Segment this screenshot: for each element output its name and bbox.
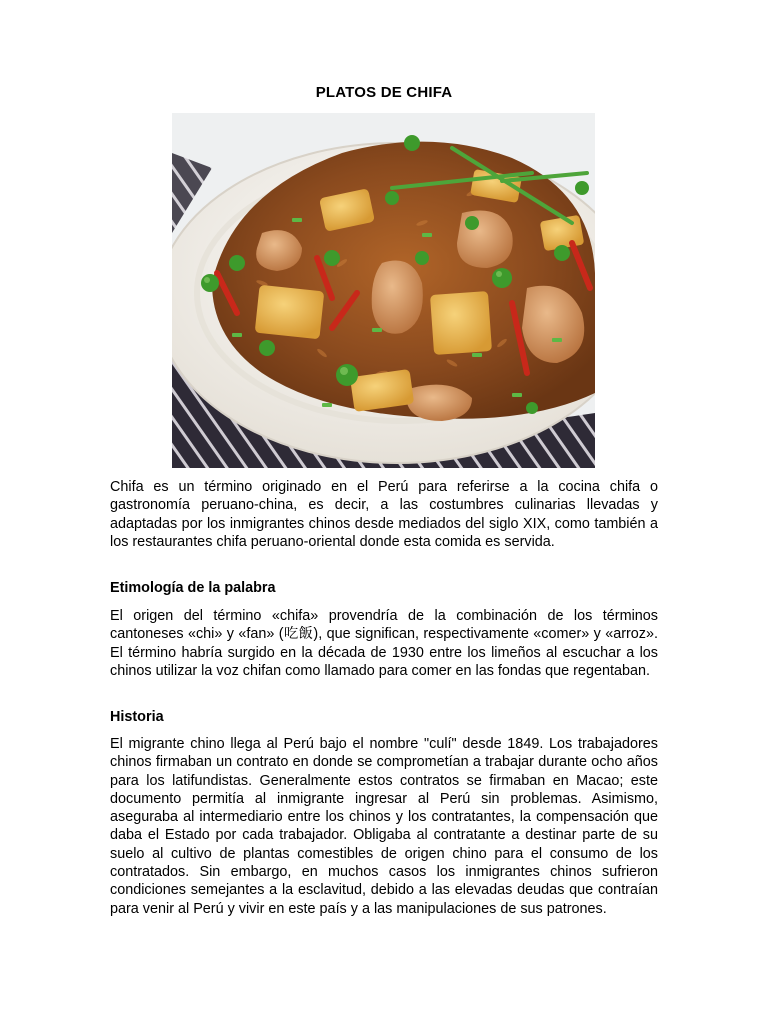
section-heading-etimologia: Etimología de la palabra (110, 580, 276, 596)
fried-rice-plate-icon (172, 113, 595, 468)
section-text-historia: El migrante chino llega al Perú bajo el nombre "culí" desde 1849. Los trabajadores chinos firmaban un contrato en donde se comprometían a trabajar durante ocho años para los latifundistas. Generalmente estos contratos se firmaban en Macao; este documento permitía al inmigrante ingresar al Perú sin problemas. Asimismo, aseguraba al intermediario entre los chinos y los contratantes, la compensación que daba el Estado por cada trabajador. Obligaba al contratante a destinar parte de su suelo al cultivo de plantas comestibles de origen chino para el consumo de los contratados. Sin embargo, en muchos casos los inmigrantes chinos sufrieron condiciones semejantes a la esclavitud, debido a las elevadas deudas que contraían para venir al Perú y vivir en este país y a las manipulaciones de sus patrones. (110, 736, 658, 917)
intro-paragraph: Chifa es un término originado en el Perú para referirse a la cocina chifa o gastronomía peruano-china, es decir, a las costumbres culinarias llevadas y adaptadas por los inmigrantes chinos desde mediados del siglo XIX, como también a los restaurantes chifa peruano-oriental donde esta comida es servida. (110, 479, 658, 550)
section-heading-historia: Historia (110, 709, 164, 725)
fried-rice-photo (172, 113, 595, 468)
document-title: PLATOS DE CHIFA (315, 84, 453, 101)
section-text-etimologia: El origen del término «chifa» provendría de la combinación de los términos cantoneses «chi» y «fan» (吃飯), que significan, respectivamente «comer» y «arroz». El término habría surgido en la década de 1930 entre los limeños al escuchar a los chinos utilizar la voz chifan como llamado para comer en las fondas que regentaban. (110, 608, 658, 679)
